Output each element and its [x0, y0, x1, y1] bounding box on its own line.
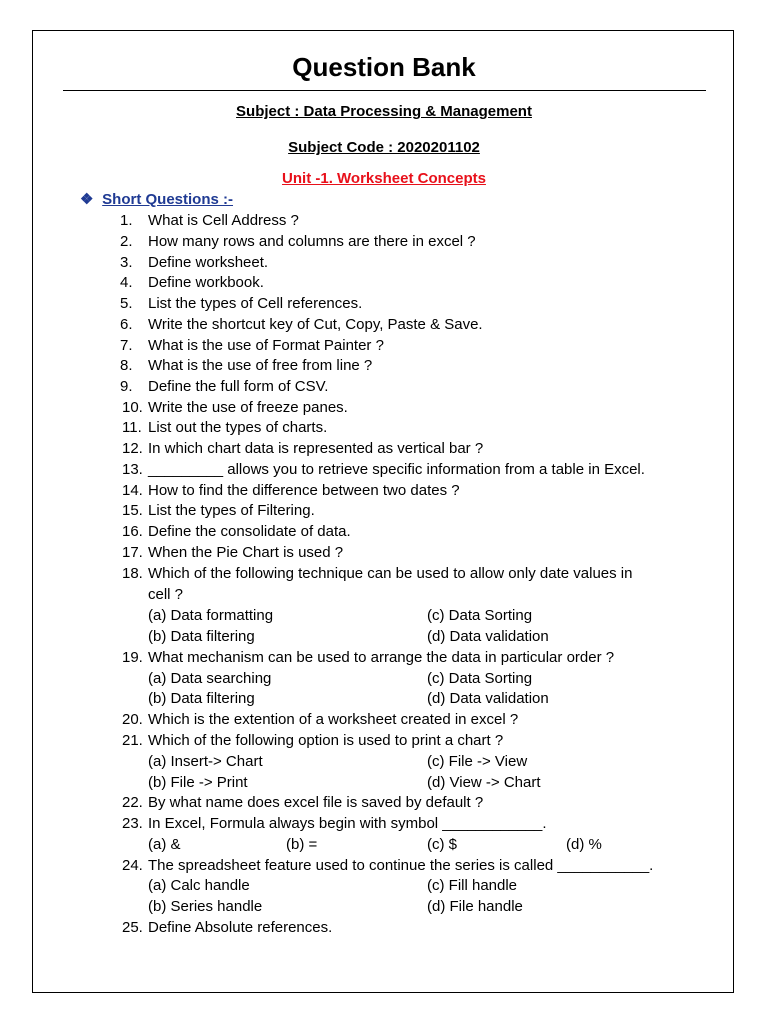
option-b: (b) Data filtering [148, 690, 255, 707]
option-b: (b) = [286, 836, 318, 853]
question-item [120, 315, 483, 335]
question-item [120, 377, 329, 397]
question-text-continued: cell ? [148, 586, 184, 603]
option-d: (d) View -> Chart [427, 774, 541, 791]
option-b: (b) File -> Print [148, 774, 248, 791]
question-item [122, 439, 484, 459]
question-item [122, 481, 460, 501]
question-item [120, 253, 269, 273]
question-item [120, 273, 264, 293]
question-item [122, 564, 633, 584]
question-item [122, 793, 484, 813]
question-number: 7. [120, 337, 133, 354]
diamond-bullet-icon: ❖ [80, 191, 94, 208]
question-item [120, 356, 373, 376]
question-number: 12. [122, 440, 143, 457]
question-number: 6. [120, 316, 133, 333]
question-text: Which is the extention of a worksheet created in excel ? [148, 711, 519, 728]
option-b: (b) Series handle [148, 898, 263, 915]
question-text: Define workbook. [148, 274, 264, 291]
question-item [122, 710, 519, 730]
option-d: (d) Data validation [427, 628, 549, 645]
question-text: Write the shortcut key of Cut, Copy, Paste & Save. [148, 316, 483, 333]
option-b: (b) Data filtering [148, 628, 255, 645]
subject-text: Subject : Data Processing & Management [236, 103, 532, 120]
question-number: 17. [122, 544, 143, 561]
question-item [122, 398, 348, 418]
option-a: (a) & [148, 836, 181, 853]
question-number: 21. [122, 732, 143, 749]
question-item [120, 232, 476, 252]
title-underline [63, 90, 706, 91]
question-number: 14. [122, 482, 143, 499]
question-text: How to find the difference between two dates ? [148, 482, 460, 499]
option-a: (a) Insert-> Chart [148, 753, 263, 770]
subject-code-text: Subject Code : 2020201102 [288, 139, 480, 156]
section-label: Short Questions :- [102, 191, 234, 208]
question-number: 16. [122, 523, 143, 540]
question-text: What is the use of Format Painter ? [148, 337, 384, 354]
question-text: Define the consolidate of data. [148, 523, 351, 540]
question-text: When the Pie Chart is used ? [148, 544, 344, 561]
question-text: Define the full form of CSV. [148, 378, 329, 395]
question-item [122, 418, 328, 438]
question-item [122, 501, 315, 521]
question-text: What is the use of free from line ? [148, 357, 373, 374]
question-number: 4. [120, 274, 133, 291]
option-c: (c) Data Sorting [427, 670, 533, 687]
question-text: Which of the following option is used to print a chart ? [148, 732, 504, 749]
question-text: What is Cell Address ? [148, 212, 299, 229]
question-item [122, 522, 351, 542]
unit-heading [0, 170, 768, 187]
subject-code-line [0, 139, 768, 156]
question-text: List out the types of charts. [148, 419, 328, 436]
question-item [122, 543, 344, 563]
option-a: (a) Data formatting [148, 607, 274, 624]
question-number: 20. [122, 711, 143, 728]
question-text: The spreadsheet feature used to continue the series is called ___________. [148, 857, 654, 874]
question-item [120, 336, 384, 356]
question-text: How many rows and columns are there in excel ? [148, 233, 476, 250]
question-number: 3. [120, 254, 133, 271]
question-item [122, 814, 547, 834]
question-text: Which of the following technique can be used to allow only date values in [148, 565, 633, 582]
option-a: (a) Calc handle [148, 877, 250, 894]
question-number: 19. [122, 649, 143, 666]
question-number: 22. [122, 794, 143, 811]
question-text: What mechanism can be used to arrange the data in particular order ? [148, 649, 615, 666]
question-number: 23. [122, 815, 143, 832]
subject-line [0, 103, 768, 120]
question-text: _________ allows you to retrieve specific information from a table in Excel. [148, 461, 645, 478]
question-text: List the types of Cell references. [148, 295, 363, 312]
question-number: 24. [122, 857, 143, 874]
question-number: 1. [120, 212, 133, 229]
question-item [122, 648, 615, 668]
option-d: (d) Data validation [427, 690, 549, 707]
question-text: Write the use of freeze panes. [148, 399, 348, 416]
question-item [122, 731, 504, 751]
question-text: List the types of Filtering. [148, 502, 315, 519]
question-text: In which chart data is represented as vertical bar ? [148, 440, 484, 457]
page-title: Question Bank [292, 52, 476, 82]
question-number: 18. [122, 565, 143, 582]
question-item [120, 211, 299, 231]
question-number: 2. [120, 233, 133, 250]
question-number: 5. [120, 295, 133, 312]
option-c: (c) $ [427, 836, 457, 853]
option-a: (a) Data searching [148, 670, 272, 687]
question-number: 25. [122, 919, 143, 936]
option-c: (c) File -> View [427, 753, 528, 770]
question-item [122, 856, 654, 876]
option-d: (d) % [566, 836, 602, 853]
question-number: 11. [122, 419, 142, 436]
question-number: 9. [120, 378, 133, 395]
option-d: (d) File handle [427, 898, 523, 915]
question-text: Define worksheet. [148, 254, 269, 271]
question-number: 15. [122, 502, 143, 519]
question-item [120, 294, 363, 314]
question-text: By what name does excel file is saved by default ? [148, 794, 484, 811]
option-c: (c) Fill handle [427, 877, 518, 894]
section-heading [80, 190, 233, 208]
option-c: (c) Data Sorting [427, 607, 533, 624]
question-text: Define Absolute references. [148, 919, 333, 936]
question-number: 8. [120, 357, 133, 374]
question-number: 10. [122, 399, 143, 416]
question-number: 13. [122, 461, 143, 478]
question-item [122, 460, 645, 480]
question-text: In Excel, Formula always begin with symbol ____________. [148, 815, 547, 832]
question-item [122, 918, 333, 938]
unit-text: Unit -1. Worksheet Concepts [282, 170, 486, 187]
